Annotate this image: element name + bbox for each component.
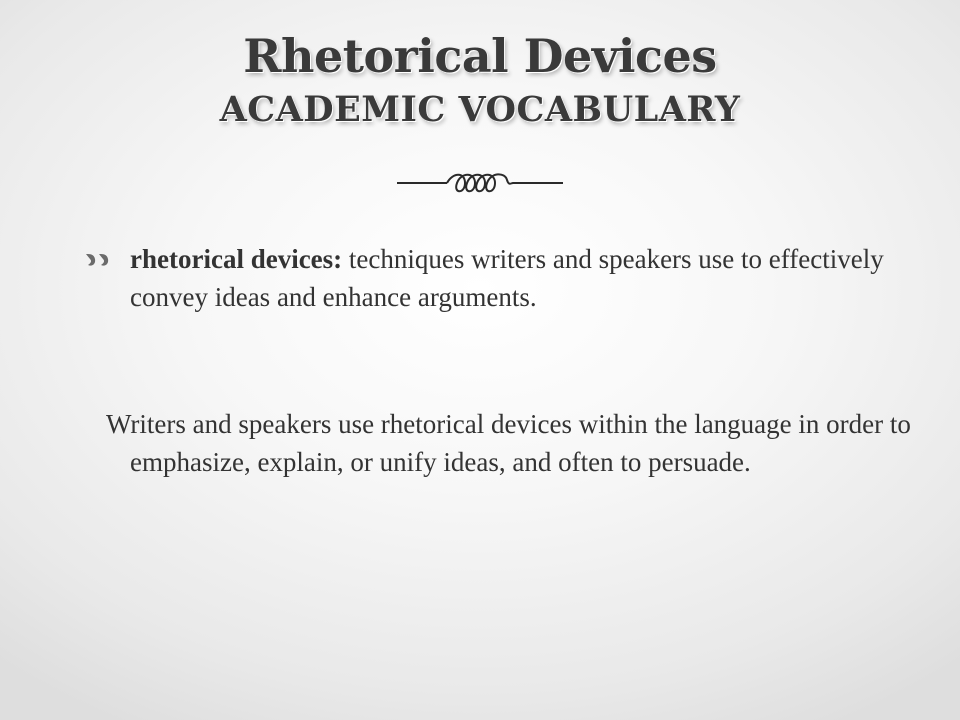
term-label: rhetorical devices: [130, 244, 343, 274]
term-definition: techniques writers and speakers use to effectively convey ideas and enhance arguments. [130, 244, 884, 312]
explanation-paragraph: Writers and speakers use rhetorical devices within the language in order to emphasize, explain, or unify ideas, and often to persuade. [106, 409, 911, 477]
scroll-flourish-icon [395, 168, 565, 198]
slide-title: Rhetorical Devices [243, 29, 717, 83]
bullet-text [130, 240, 904, 316]
slide-subtitle: ACADEMIC VOCABULARY [219, 89, 741, 130]
quote-bullet-icon [84, 250, 114, 270]
